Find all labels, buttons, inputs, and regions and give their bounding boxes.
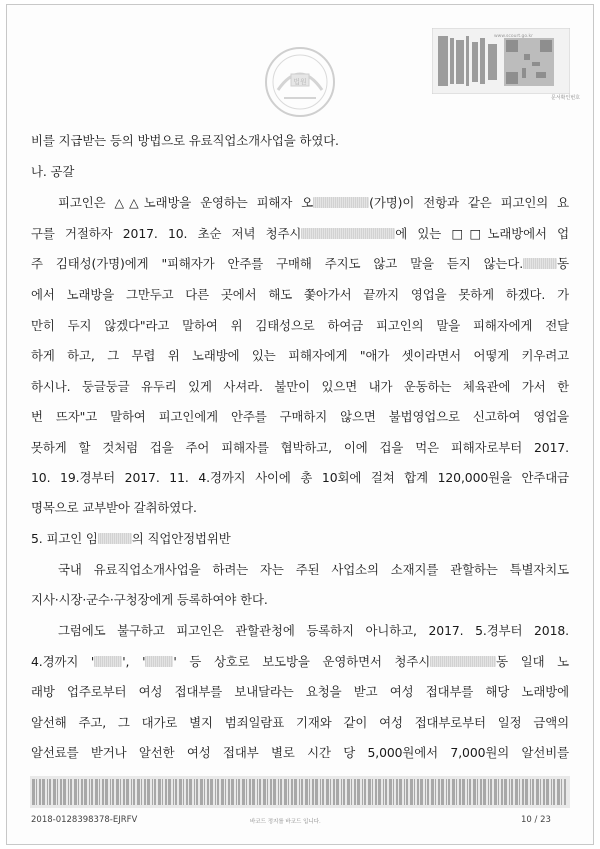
page-number: 10 / 23 [521, 815, 551, 825]
footer-note: 바코드 정지를 바코드 입니다. [250, 819, 321, 825]
body-line-7: 만히 두지 않겠다"라고 말하여 위 김태성으로 하여금 피고인의 말을 피해자에게 전달 [31, 318, 569, 333]
body-line-18: 4.경까지 ' ', ' ' 등 상호로 보도방을 운영하면서 청주시 동 일대 노 [31, 654, 570, 669]
body-line-13: 명목으로 교부받아 갈취하였다. [31, 500, 197, 515]
body-line-3: 피고인은 △△노래방을 운영하는 피해자 오 (가명)이 전항과 같은 피고인의 요 [58, 195, 569, 210]
body-line-4: 구를 거절하자 2017. 10. 초순 저녁 청주시 에 있는 □□노래방에서 업 [31, 226, 569, 241]
body-line-19: 래방 업주로부터 여성 접대부를 보내달라는 요청을 받고 여성 접대부를 해당 노래방에 [31, 684, 569, 699]
body-line-8: 하게 하고, 그 무렵 위 노래방에 있는 피해자에게 "애가 셋이라면서 어떻게 키우려고 [31, 348, 569, 363]
redaction-mark [98, 533, 132, 544]
body-line-21: 알선료를 받거나 알선한 여성 접대부 별로 시간 당 5,000원에서 7,000원의 알선비를 [31, 745, 569, 760]
body-line-5: 주 김태성(가명)에게 "피해자가 안주를 구매해 주지도 않고 말을 듣지 않는다. 동 [31, 256, 569, 271]
body-line-12: 10. 19.경부터 2017. 11. 4.경까지 사이에 총 10회에 걸쳐 합계 120,000원을 안주대금 [31, 470, 569, 485]
body-line-17: 그럼에도 불구하고 피고인은 관할관청에 등록하지 아니하고, 2017. 5.경부터 2018. [58, 623, 569, 638]
section-heading-employment-law: 5. 피고인 임 의 직업안정법위반 [31, 531, 231, 546]
body-line-9: 하시나. 둥글둥글 유두리 있게 사셔라. 불만이 있으면 내가 운동하는 체육관에 가서 한 [31, 379, 569, 394]
body-line-11: 못하게 할 것처럼 겁을 주어 피해자를 협박하고, 이에 겁을 먹은 피해자로부터 2017. [31, 440, 569, 455]
body-line-1: 비를 지급받는 등의 방법으로 유료직업소개사업을 하였다. [31, 133, 339, 148]
body-line-10: 번 뜨자"고 말하여 피고인에게 안주를 구매하지 않으면 불법영업으로 신고하여 영업을 [31, 409, 569, 424]
section-heading-extortion: 나. 공갈 [31, 164, 75, 179]
body-line-6: 에서 노래방을 그만두고 다른 곳에서 해도 쫓아가서 끝까지 영업을 못하게 하겠다. 가 [31, 287, 569, 302]
qr-url-text: www.scourt.go.kr [494, 34, 533, 39]
footer-barcode-strip [30, 776, 570, 808]
redaction-mark [430, 656, 496, 667]
redaction-mark [145, 656, 173, 667]
svg-text:법원: 법원 [293, 78, 307, 86]
body-line-15: 국내 유료직업소개사업을 하려는 자는 주된 사업소의 소재지를 관할하는 특별자치도 [58, 562, 569, 577]
redaction-mark [523, 258, 557, 269]
qr-caption: 문서확인번호 [551, 95, 580, 101]
court-seal-logo [258, 40, 342, 124]
redaction-mark [94, 656, 122, 667]
redaction-mark [301, 228, 395, 239]
document-id: 2018-0128398378-EJRFV [31, 815, 138, 825]
body-line-16: 지사·시장·군수·구청장에게 등록하여야 한다. [31, 592, 268, 607]
redaction-mark [313, 197, 369, 208]
body-line-20: 알선해 주고, 그 대가로 별지 범죄일람표 기재와 같이 여성 접대부로부터 일정 금액의 [31, 715, 569, 730]
